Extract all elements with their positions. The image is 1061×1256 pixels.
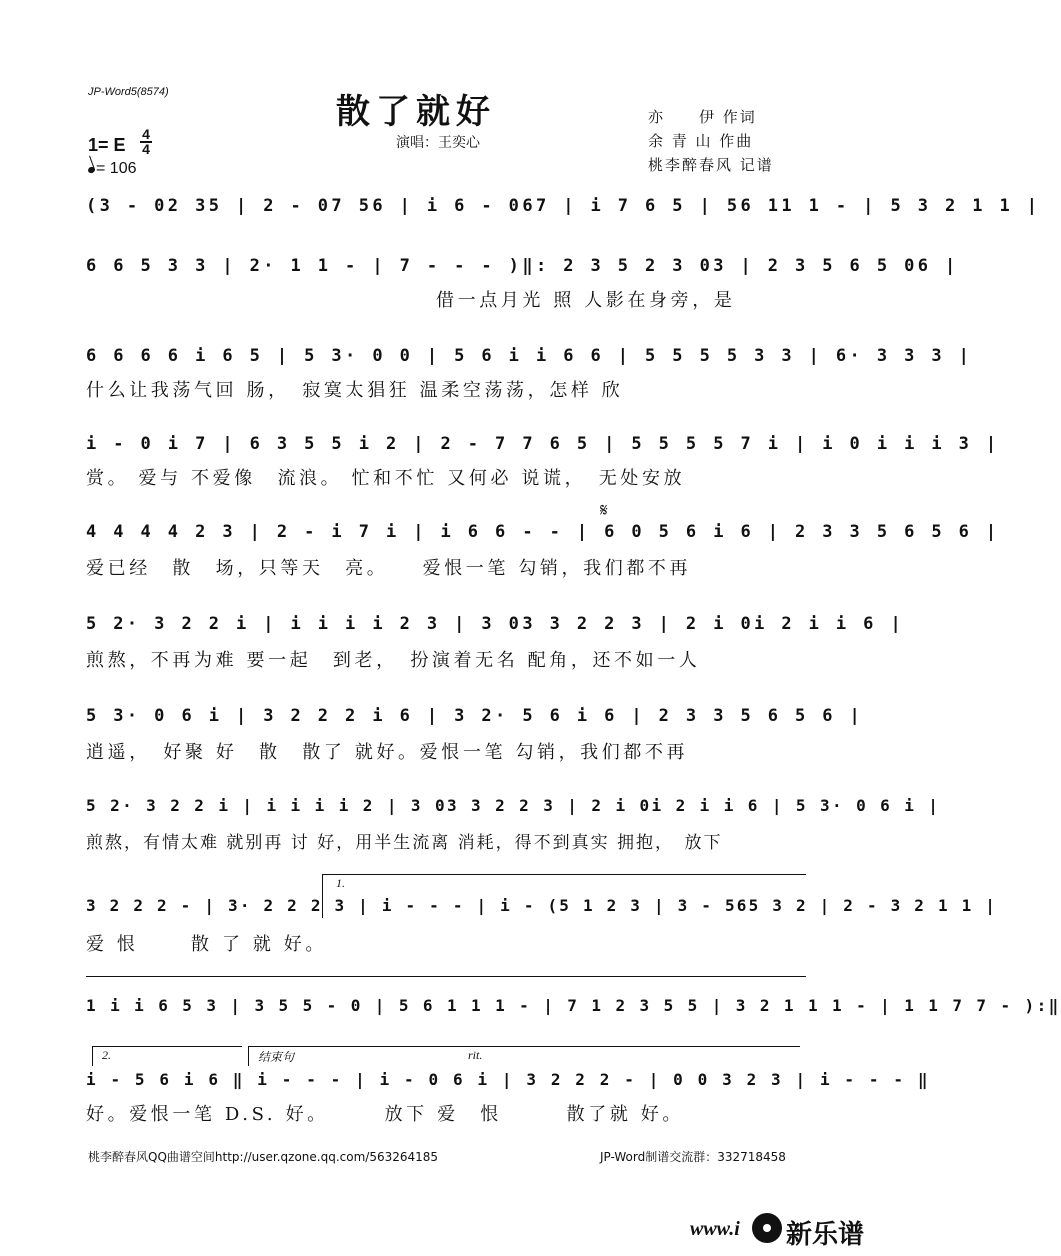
system-9-notes: 3 2 2 2 - | 3· 2 2 2 3 | i - - - | i - (5 1 2 3 | 3 - 565 3 2 | 2 - 3 2 1 1 | <box>86 896 998 915</box>
time-signature-bottom: 4 <box>142 141 150 157</box>
volta-1-label: 1. <box>336 876 345 890</box>
system-2-lyrics: 借一点月光 照 人影在身旁，是 <box>436 290 736 311</box>
system-11-lyrics: 好。爱恨一笔 D.S. 好。 放下 爱 恨 散了就 好。 <box>86 1104 685 1125</box>
transcriber-credit: 桃李醉春风 记谱 <box>648 156 774 174</box>
tempo-value: = 106 <box>96 160 137 177</box>
system-2-notes: 6 6 5 3 3 | 2· 1 1 - | 7 - - - )‖: 2 3 5 2 3 03 | 2 3 5 6 5 06 | <box>86 256 959 276</box>
song-title: 散了就好 <box>336 92 496 132</box>
system-3-lyrics: 什么让我荡气回 肠， 寂寞太猖狂 温柔空荡荡，怎样 欣 <box>86 380 624 401</box>
volta-2-bracket-edge <box>92 1046 93 1066</box>
site-url-watermark: www.i <box>690 1218 740 1240</box>
system-1-notes: (3 - 02 35 | 2 - 07 56 | i 6 - 067 | i 7 6 5 | 56 11 1 - | 5 3 2 1 1 | <box>86 196 1041 216</box>
system-9-lyrics: 爱 恨 散 了 就 好。 <box>86 934 328 955</box>
time-signature-top: 4 <box>142 126 150 142</box>
system-4-lyrics: 赏。 爱与 不爱像 流浪。 忙和不忙 又何必 说谎， 无处安放 <box>86 468 686 489</box>
system-8-notes: 5 2· 3 2 2 i | i i i i 2 | 3 03 3 2 2 3 | 2 i 0i 2 i i 6 | 5 3· 0 6 i | <box>86 796 941 815</box>
volta-2-bracket <box>92 1046 242 1047</box>
tempo-mark <box>88 160 136 178</box>
time-signature <box>140 128 152 156</box>
system-6-notes: 5 2· 3 2 2 i | i i i i 2 3 | 3 03 3 2 2 3 | 2 i 0i 2 i i 6 | <box>86 614 905 634</box>
system-5-lyrics: 爱已经 散 场，只等天 亮。 爱恨一笔 勾销，我们都不再 <box>86 558 692 579</box>
system-8-lyrics: 煎熬，有情太难 就别再 讨 好，用半生流离 消耗，得不到真实 拥抱， 放下 <box>86 833 723 853</box>
vinyl-record-icon <box>752 1213 782 1243</box>
ending-bracket <box>248 1046 800 1047</box>
system-5-notes: 4 4 4 4 2 3 | 2 - i 7 i | i 6 6 - - | 6 0 5 6 i 6 | 2 3 3 5 6 5 6 | <box>86 522 1000 542</box>
volta-1-continuation <box>86 976 806 977</box>
singer-credit: 演唱：王奕心 <box>396 135 480 151</box>
ending-label: 结束句 <box>258 1050 295 1064</box>
ending-bracket-edge <box>248 1046 249 1066</box>
system-10-notes: 1 i i 6 5 3 | 3 5 5 - 0 | 5 6 1 1 1 - | 7 1 2 3 5 5 | 3 2 1 1 1 - | 1 1 7 7 - ):‖ <box>86 996 1061 1015</box>
system-11-notes: i - 5 6 i 6 ‖ i - - - | i - 0 6 i | 3 2 2 2 - | 0 0 3 2 3 | i - - - ‖ <box>86 1070 931 1089</box>
site-logo-text: 新乐谱 <box>786 1220 865 1250</box>
system-6-lyrics: 煎熬，不再为难 要一起 到老， 扮演着无名 配角，还不如一人 <box>86 650 701 671</box>
footer-left-text: 桃李醉春风QQ曲谱空间http://user.qzone.qq.com/563264185 <box>88 1150 439 1164</box>
footer-right-text: JP-Word制谱交流群：332718458 <box>600 1150 786 1164</box>
volta-1-bracket <box>322 874 806 875</box>
version-label: JP-Word5(8574) <box>88 86 169 98</box>
rit-marking: rit. <box>468 1048 483 1062</box>
volta-2-label: 2. <box>102 1048 111 1062</box>
system-7-lyrics: 逍遥， 好聚 好 散 散了 就好。爱恨一笔 勾销，我们都不再 <box>86 742 689 763</box>
system-7-notes: 5 3· 0 6 i | 3 2 2 2 i 6 | 3 2· 5 6 i 6 | 2 3 3 5 6 5 6 | <box>86 706 864 726</box>
system-3-notes: 6 6 6 6 i 6 5 | 5 3· 0 0 | 5 6 i i 6 6 | 5 5 5 5 3 3 | 6· 3 3 3 | <box>86 346 973 366</box>
composer-credit: 余 青 山 作曲 <box>648 132 754 150</box>
lyricist-credit: 亦 伊 作词 <box>648 108 757 126</box>
quarter-note-icon <box>87 166 96 174</box>
system-4-notes: i - 0 i 7 | 6 3 5 5 i 2 | 2 - 7 7 6 5 | 5 5 5 5 7 i | i 0 i i i 3 | <box>86 434 1000 454</box>
segno-sign: 𝄋 <box>600 500 608 520</box>
key-signature: 1= E <box>88 135 126 155</box>
